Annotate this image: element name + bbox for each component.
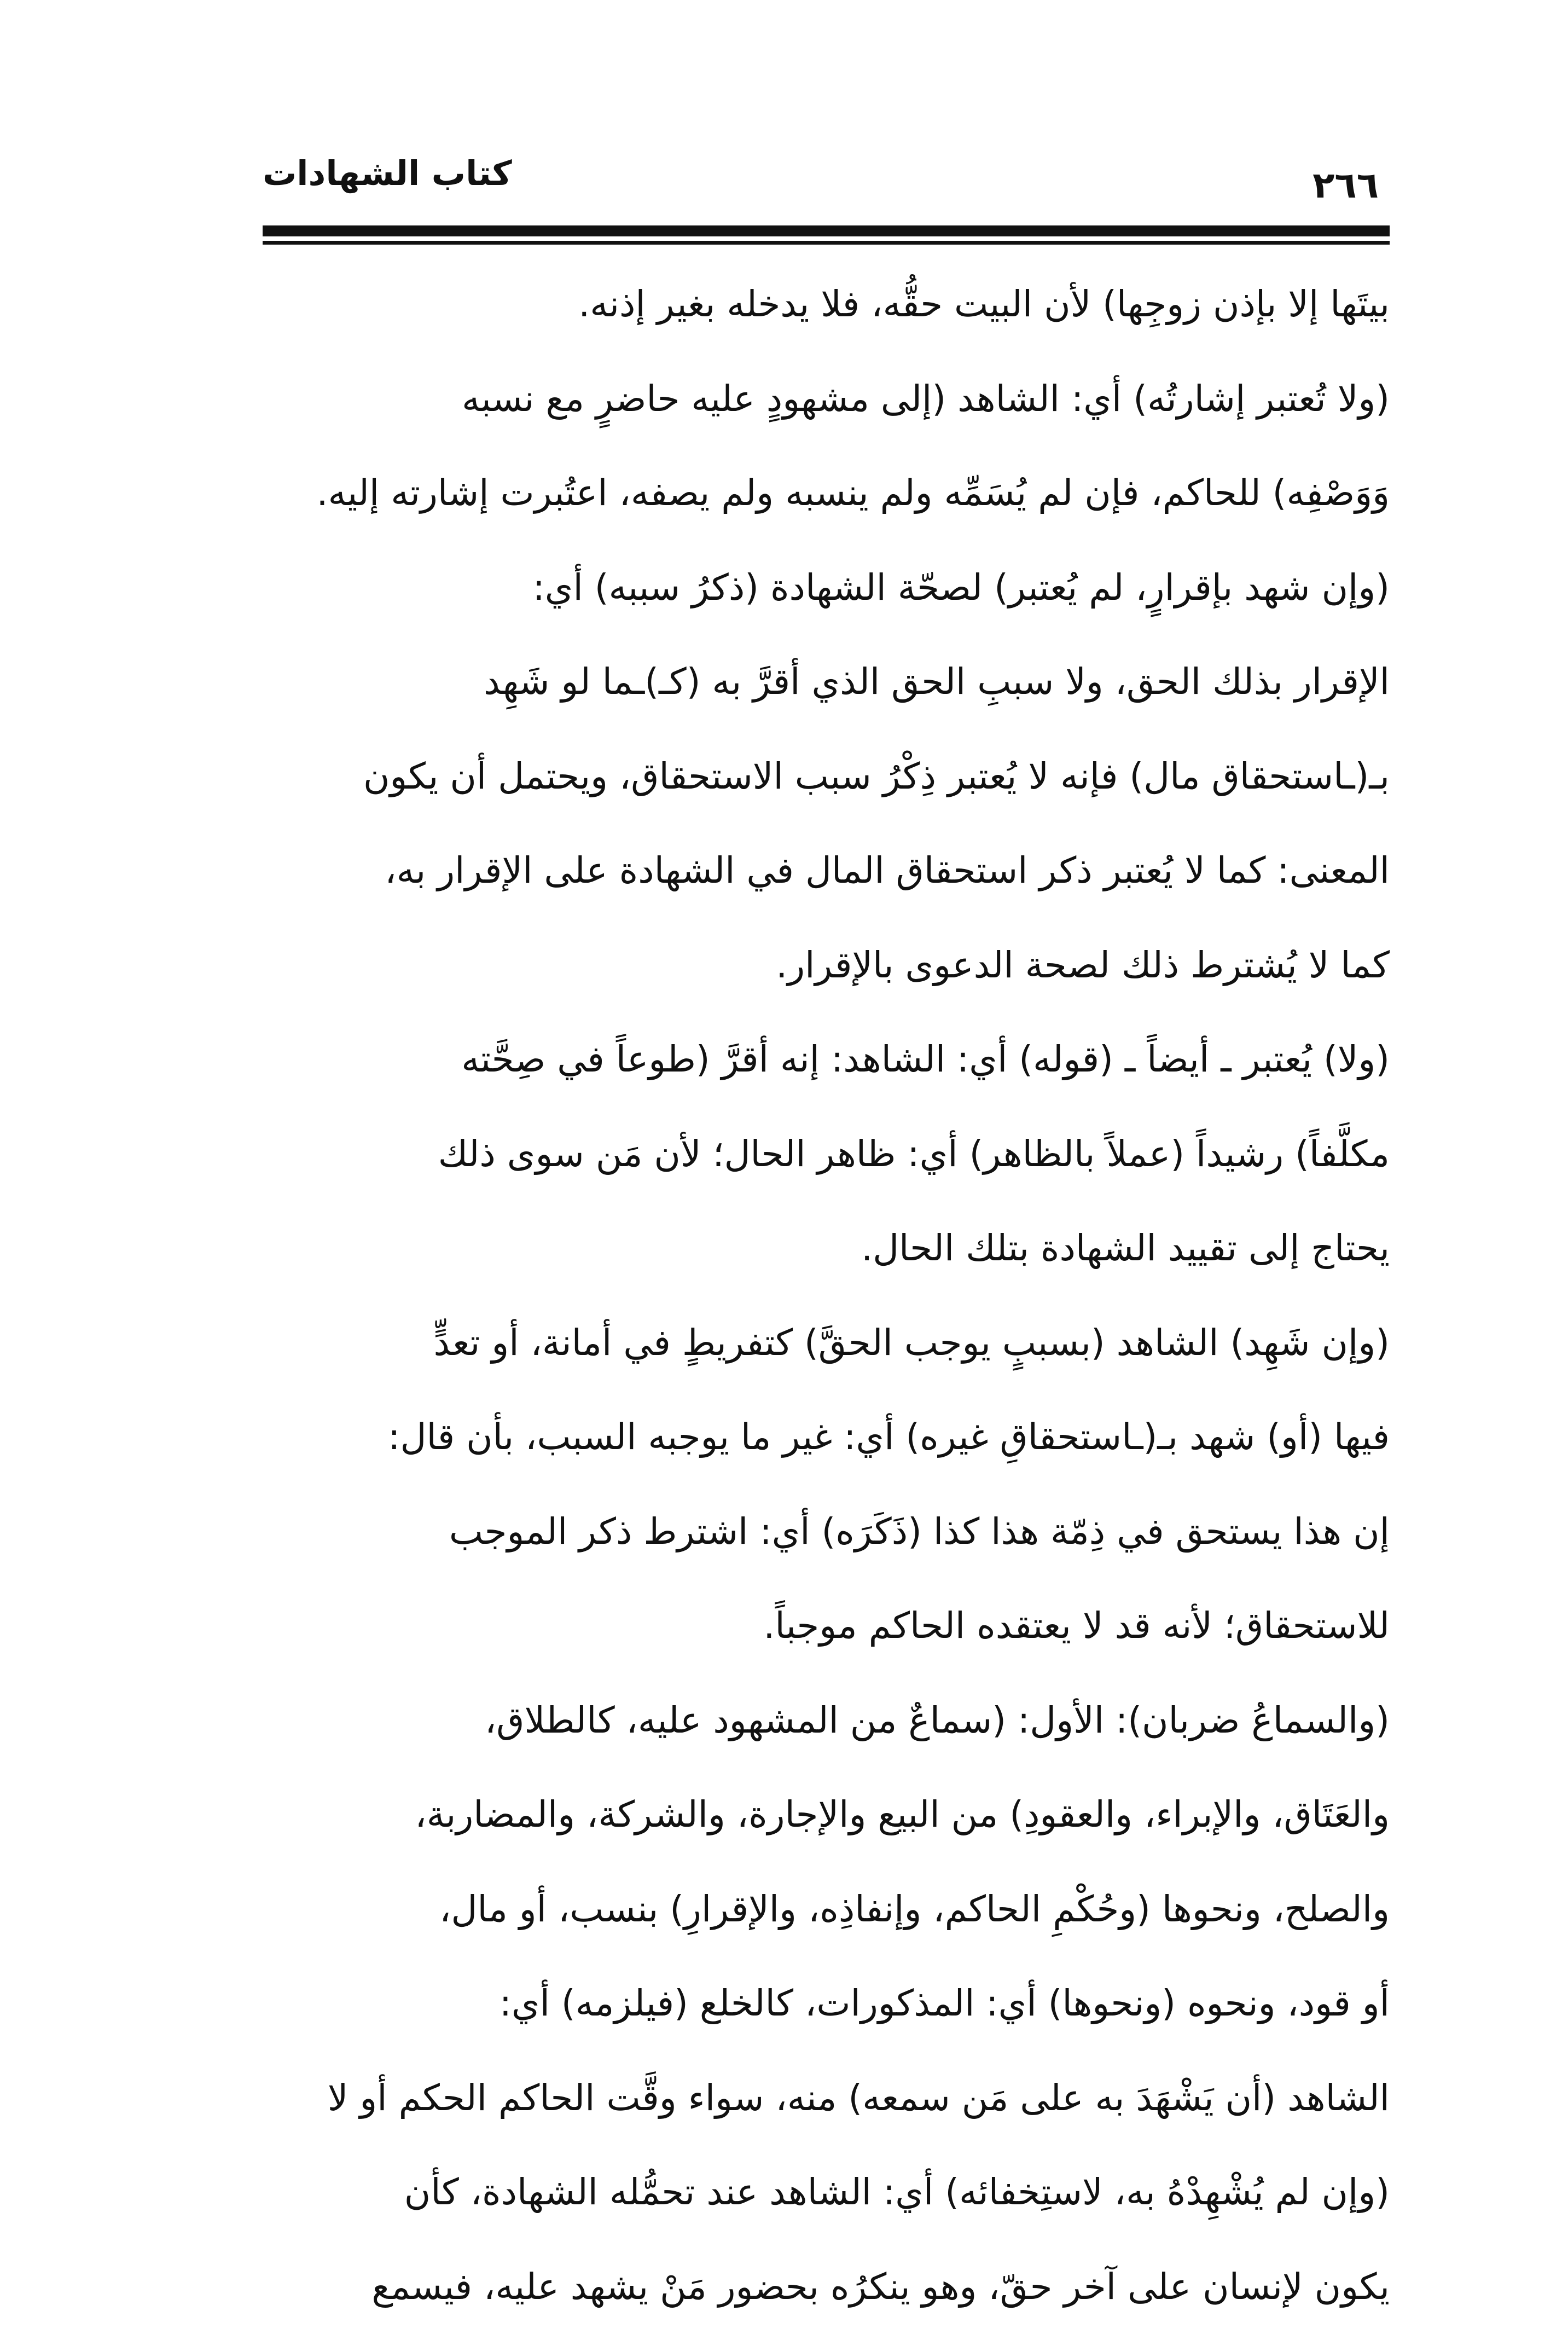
text-line: (وإن شَهِد) الشاهد (بسببٍ يوجب الحقَّ) كتفريطٍ في أمانة، أو تعدٍّ	[263, 1296, 1390, 1391]
text-line: إن هذا يستحق في ذِمّة هذا كذا (ذَكَرَه) أي: اشترط ذكر الموجب	[263, 1485, 1390, 1579]
text-line: أو قود، ونحوه (ونحوها) أي: المذكورات، كالخلع (فيلزمه) أي:	[263, 1956, 1390, 2051]
text-line: والصلح، ونحوها (وحُكْمِ الحاكم، وإنفاذِه، والإقرارِ) بنسب، أو مال،	[263, 1862, 1390, 1957]
text-line: (ولا) يُعتبر ـ أيضاً ـ (قوله) أي: الشاهد: إنه أقرَّ (طوعاً في صِحَّته	[263, 1012, 1390, 1107]
page-number: ٢٦٦	[1313, 164, 1379, 206]
text-line: مكلَّفاً) رشيداً (عملاً بالظاهر) أي: ظاهر الحال؛ لأن مَن سوى ذلك	[263, 1107, 1390, 1202]
text-line: للاستحقاق؛ لأنه قد لا يعتقده الحاكم موجباً.	[263, 1579, 1390, 1673]
text-line: (وإن لم يُشْهِدْهُ به، لاستِخفائه) أي: الشاهد عند تحمُّله الشهادة، كأن	[263, 2145, 1390, 2240]
text-line: (وإن شهد بإقرارٍ، لم يُعتبر) لصحّة الشهادة (ذكرُ سببه) أي:	[263, 541, 1390, 635]
text-line: كما لا يُشترط ذلك لصحة الدعوى بالإقرار.	[263, 918, 1390, 1013]
body-text	[263, 257, 1390, 2334]
text-line: الشاهد (أن يَشْهَدَ به على مَن سمعه) منه، سواء وقَّت الحاكم الحكم أو لا	[263, 2051, 1390, 2146]
text-line: المعنى: كما لا يُعتبر ذكر استحقاق المال في الشهادة على الإقرار به،	[263, 824, 1390, 918]
text-line: (والسماعُ ضربان): الأول: (سماعٌ من المشهود عليه، كالطلاق،	[263, 1673, 1390, 1768]
text-line: وَوَصْفِه) للحاكم، فإن لم يُسَمِّه ولم ينسبه ولم يصفه، اعتُبرت إشارته إليه.	[263, 446, 1390, 541]
text-line: يكون لإنسان على آخر حقّ، وهو ينكرُه بحضور مَنْ يشهد عليه، فيسمع	[263, 2240, 1390, 2334]
text-line: (ولا تُعتبر إشارتُه) أي: الشاهد (إلى مشهودٍ عليه حاضرٍ مع نسبه	[263, 352, 1390, 447]
text-line: فيها (أو) شهد بـ(ـاستحقاقِ غيره) أي: غير ما يوجبه السبب، بأن قال:	[263, 1390, 1390, 1485]
text-line: بـ(ـاستحقاق مال) فإنه لا يُعتبر ذِكْرُ سبب الاستحقاق، ويحتمل أن يكون	[263, 729, 1390, 824]
book-title: كتاب الشهادات	[263, 153, 512, 193]
text-line: الإقرار بذلك الحق، ولا سببِ الحق الذي أقرَّ به (كـ)ـما لو شَهِد	[263, 635, 1390, 729]
text-line: بيتَها إلا بإذن زوجِها) لأن البيت حقُّه، فلا يدخله بغير إذنه.	[263, 257, 1390, 352]
header-rule-thick	[263, 225, 1390, 236]
text-line: والعَتَاق، والإبراء، والعقودِ) من البيع والإجارة، والشركة، والمضاربة،	[263, 1768, 1390, 1862]
text-line: يحتاج إلى تقييد الشهادة بتلك الحال.	[263, 1201, 1390, 1296]
header-rule-thin	[263, 241, 1390, 245]
running-header	[263, 142, 1390, 224]
